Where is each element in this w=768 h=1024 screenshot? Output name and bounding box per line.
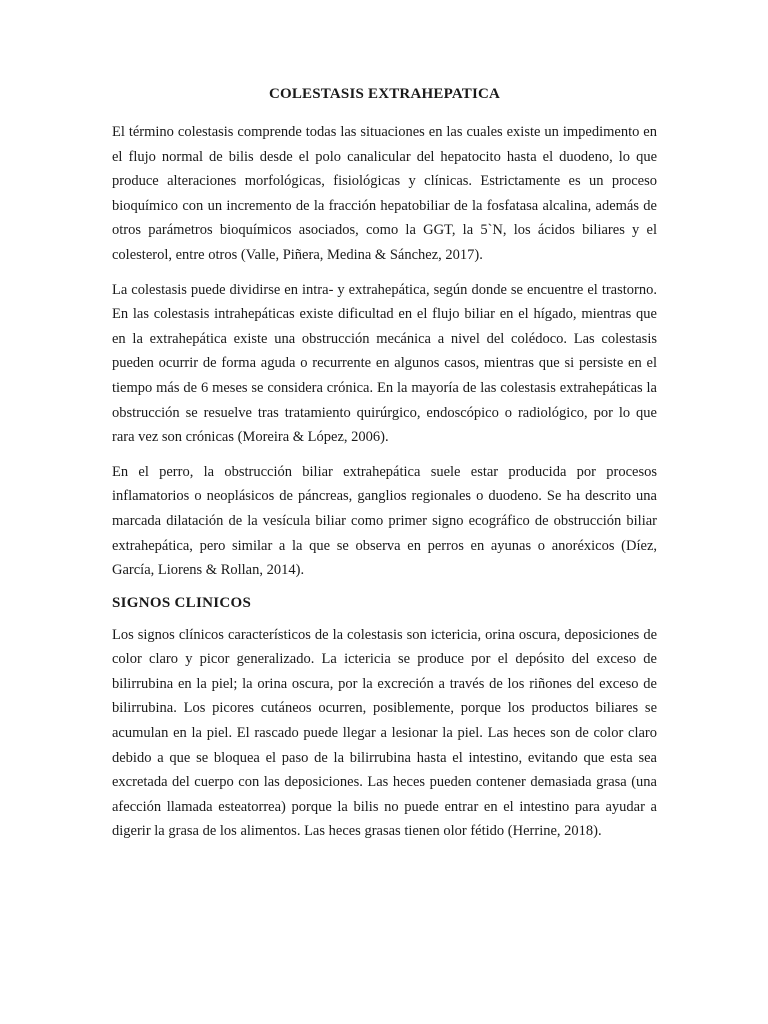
- paragraph-dog: En el perro, la obstrucción biliar extrahepática suele estar producida por procesos inflamatorios o neoplásicos de páncreas, ganglios regionales o duodeno. Se ha descrito una marcada dilatación de la vesícula biliar como primer signo ecográfico de obstrucción biliar extrahepática, pero similar a la que se observa en perros en ayunas o anoréxicos (Díez, García, Liorens & Rollan, 2014).: [112, 463, 657, 579]
- paragraph-definition: El término colestasis comprende todas las situaciones en las cuales existe un impedimento en el flujo normal de bilis desde el polo canalicular del hepatocito hasta el duodeno, lo que produce alteraciones morfológicas, fisiológicas y clínicas. Estrictamente es un proceso bioquímico con un incremento de la fracción hepatobiliar de la fosfatasa alcalina, además de otros parámetros bioquímicos asociados, como la GGT, la 5`N, los ácidos biliares y el colesterol, entre otros (Valle, Piñera, Medina & Sánchez, 2017).: [112, 124, 657, 263]
- section-heading-signos-clinicos: SIGNOS CLINICOS: [112, 594, 252, 611]
- paragraph-signos-clinicos: Los signos clínicos característicos de la colestasis son ictericia, orina oscura, deposiciones de color claro y picor generalizado. La ictericia se produce por el depósito del exceso de bilirrubina en la piel; la orina oscura, por la excreción a través de los riñones del exceso de bilirrubina. Los picores cutáneos ocurren, posiblemente, porque los productos biliares se acumulan en la piel. El rascado puede llegar a lesionar la piel. Las heces son de color claro debido a que se bloquea el paso de la bilirrubina hasta el intestino, evitando que esta sea excretada del cuerpo con las deposiciones. Las heces pueden contener demasiada grasa (una afección llamada esteatorrea) porque la bilis no puede entrar en el intestino para ayudar a digerir la grasa de los alimentos. Las heces grasas tienen olor fétido (Herrine, 2018).: [112, 626, 657, 840]
- document-body: [112, 84, 657, 854]
- document-title: COLESTASIS EXTRAHEPATICA: [268, 86, 501, 102]
- paragraph-classification: La colestasis puede dividirse en intra- y extrahepática, según donde se encuentre el trastorno. En las colestasis intrahepáticas existe dificultad en el flujo biliar en el hígado, mientras que en la extrahepática existe una obstrucción mecánica a nivel del colédoco. Las colestasis pueden ocurrir de forma aguda o recurrente en algunos casos, mientras que si persiste en el tiempo más de 6 meses se considera crónica. En la mayoría de las colestasis extrahepáticas la obstrucción se resuelve tras tratamiento quirúrgico, endoscópico o radiológico, por lo que rara vez son crónicas (Moreira & López, 2006).: [112, 281, 657, 446]
